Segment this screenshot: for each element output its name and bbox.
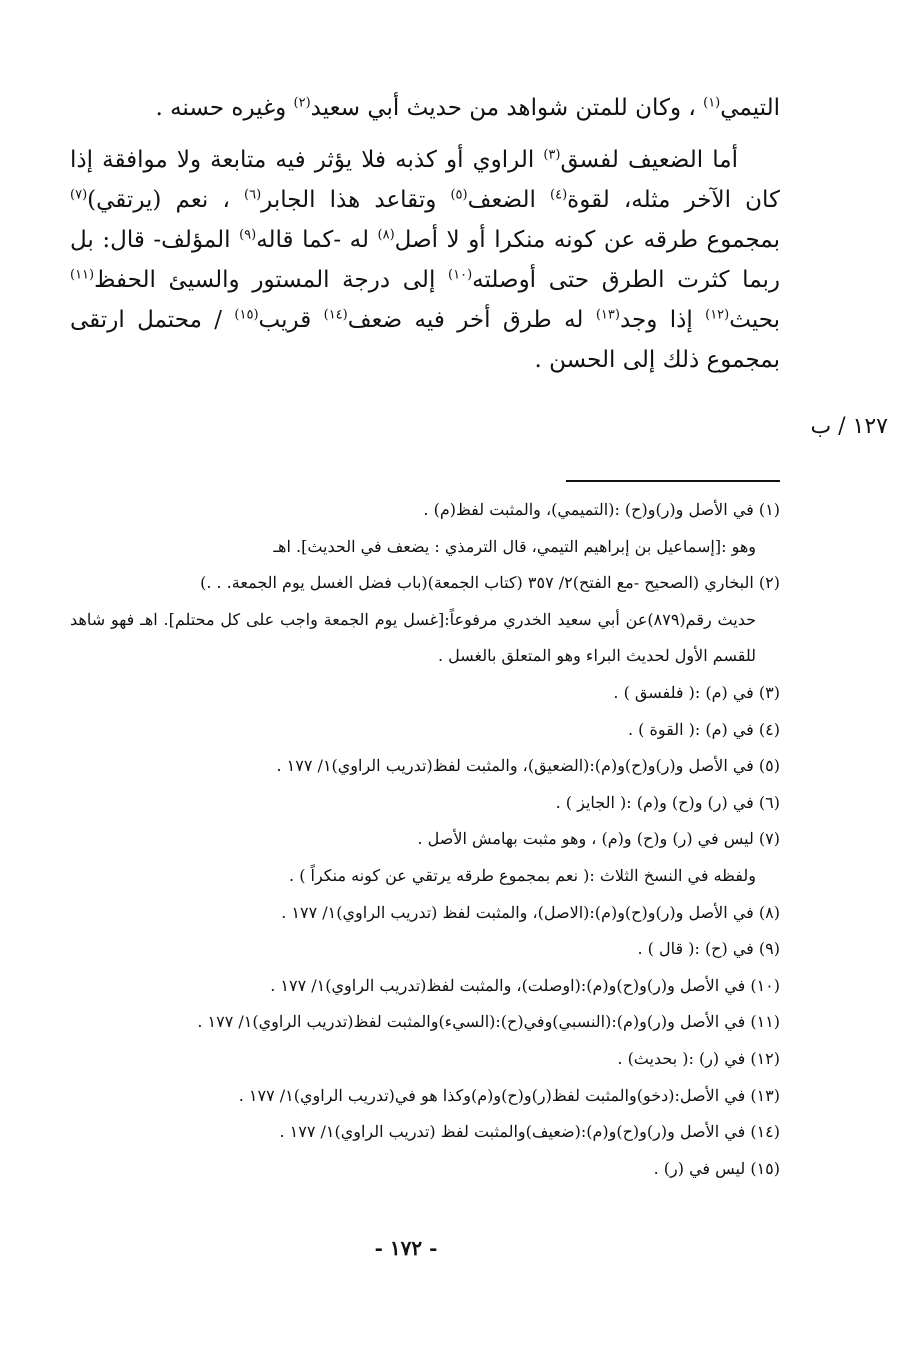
footnote-continuation: حديث رقم(٨٧٩)عن أبي سعيد الخدري مرفوعاً:[غسل يوم الجمعة واجب على كل محتلم]. اهـ فهو شاهد للقسم الأول لحديث البراء وهو المتعلق بالغسل .: [70, 609, 756, 666]
footnote-ref[interactable]: (١١): [70, 267, 95, 283]
text-run: ، وكان للمتن شواهد من حديث أبي سعيد: [310, 95, 704, 121]
text-run: إذا وجد: [619, 307, 706, 333]
footnote: (٢) البخاري (الصحيح -مع الفتح)٢/ ٣٥٧ (كتاب الجمعة)(باب فضل الغسل يوم الجمعة. . .): [200, 573, 780, 593]
footnote: (٥) في الأصل و(ر)و(ح)و(م):(الضعيق)، والمثبت لفظ(تدريب الراوي)١/ ١٧٧ .: [276, 756, 780, 776]
footnote-ref[interactable]: (٧): [70, 187, 88, 203]
text-run: قريب: [258, 307, 324, 333]
paragraph-1: [70, 88, 780, 128]
text-run: ، نعم (يرتقي): [87, 187, 245, 213]
footnote-continuation: ولفظه في النسخ الثلاث :( نعم بمجموع طرقه يرتقي عن كونه منكراً ) .: [289, 865, 756, 885]
manuscript-folio-marker: ١٢٧ / ب: [810, 414, 888, 439]
footnote: (٦) في (ر) و(ح) و(م) :( الجايز ) .: [555, 792, 780, 812]
text-run: المؤلف- قال: بل ربما كثرت الطرق حتى أوصلته: [70, 227, 780, 293]
footnote: (٣) في (م) :( فلفسق ) .: [613, 682, 780, 702]
footnote: (٨) في الأصل و(ر)و(ح)و(م):(الاصل)، والمثبت لفظ (تدريب الراوي)١/ ١٧٧ .: [281, 902, 780, 922]
paragraph-2: [70, 140, 780, 380]
footnote-ref[interactable]: (٢): [293, 95, 311, 111]
text-run: الضعف: [467, 187, 550, 213]
text-run: أما الضعيف لفسق: [560, 147, 738, 173]
footnote: (١) في الأصل و(ر)و(ح) :(التميمي)، والمثبت لفظ(م) .: [423, 500, 780, 519]
text-run: له -كما قاله: [256, 227, 378, 253]
footnote-divider: [566, 480, 780, 482]
footnote-ref[interactable]: (٨): [377, 227, 395, 243]
footnote-continuation: وهو :[إسماعيل بن إبراهيم التيمي، قال الترمذي : يضعف في الحديث]. اهـ: [273, 536, 756, 556]
footnote-ref[interactable]: (١٢): [705, 307, 730, 323]
text-run: له طرق أخر فيه ضعف: [347, 307, 596, 333]
text-run: وتقاعد هذا الجابر: [261, 187, 451, 213]
footnote: (١٣) في الأصل:(دخو)والمثبت لفظ(ر)و(ح)و(م)وكذا هو في(تدريب الراوي)١/ ١٧٧ .: [238, 1085, 780, 1105]
footnote: (٧) ليس في (ر) و(ح) و(م) ، وهو مثبت بهامش الأصل .: [417, 829, 780, 849]
footnote: (١١) في الأصل و(ر)و(م):(النسبي)وفي(ح):(السيء)والمثبت لفظ(تدريب الراوي)١/ ١٧٧ .: [197, 1012, 780, 1032]
text-run: / محتمل ارتقى بمجموع ذلك إلى الحسن .: [70, 307, 780, 373]
footnote-ref[interactable]: (١٤): [323, 307, 348, 323]
page-number: - ١٧٢ -: [374, 1236, 438, 1260]
footnote-ref[interactable]: (١٣): [595, 307, 620, 323]
footnote-ref[interactable]: (١): [703, 95, 721, 111]
footnote-ref[interactable]: (٤): [550, 187, 568, 203]
footnote: (٤) في (م) :( القوة ) .: [628, 719, 780, 739]
footnote-ref[interactable]: (١٠): [448, 267, 473, 283]
footnotes-section: [70, 492, 780, 1187]
footnote: (١٢) في (ر) :( بحديث) .: [617, 1048, 780, 1068]
text-run: الراوي أو كذبه فلا يؤثر فيه متابعة ولا موافقة إذا كان الآخر مثله، لقوة: [70, 147, 781, 213]
text-run: التيمي: [720, 95, 780, 121]
footnote-ref[interactable]: (٦): [244, 187, 262, 203]
footnote-ref[interactable]: (٥): [450, 187, 468, 203]
main-text: [70, 88, 780, 380]
text-run: وغيره حسنه .: [155, 95, 294, 121]
text-run: بمجموع طرقه عن كونه منكرا أو لا أصل: [394, 227, 780, 253]
footnote-ref[interactable]: (٣): [543, 147, 561, 163]
footnote: (١٤) في الأصل و(ر)و(ح)و(م):(ضعيف)والمثبت لفظ (تدريب الراوي)١/ ١٧٧ .: [279, 1122, 780, 1142]
text-run: إلى درجة المستور والسيئ الحفظ: [94, 267, 449, 293]
footnote-ref[interactable]: (٩): [239, 227, 257, 243]
footnote-ref[interactable]: (١٥): [234, 307, 259, 323]
footnote: (١٠) في الأصل و(ر)و(ح)و(م):(اوصلت)، والمثبت لفظ(تدريب الراوي)١/ ١٧٧ .: [270, 975, 780, 995]
footnote: (٩) في (ح) :( قال ) .: [637, 939, 780, 959]
text-run: بحيث: [729, 307, 781, 333]
footnote: (١٥) ليس في (ر) .: [653, 1158, 780, 1178]
